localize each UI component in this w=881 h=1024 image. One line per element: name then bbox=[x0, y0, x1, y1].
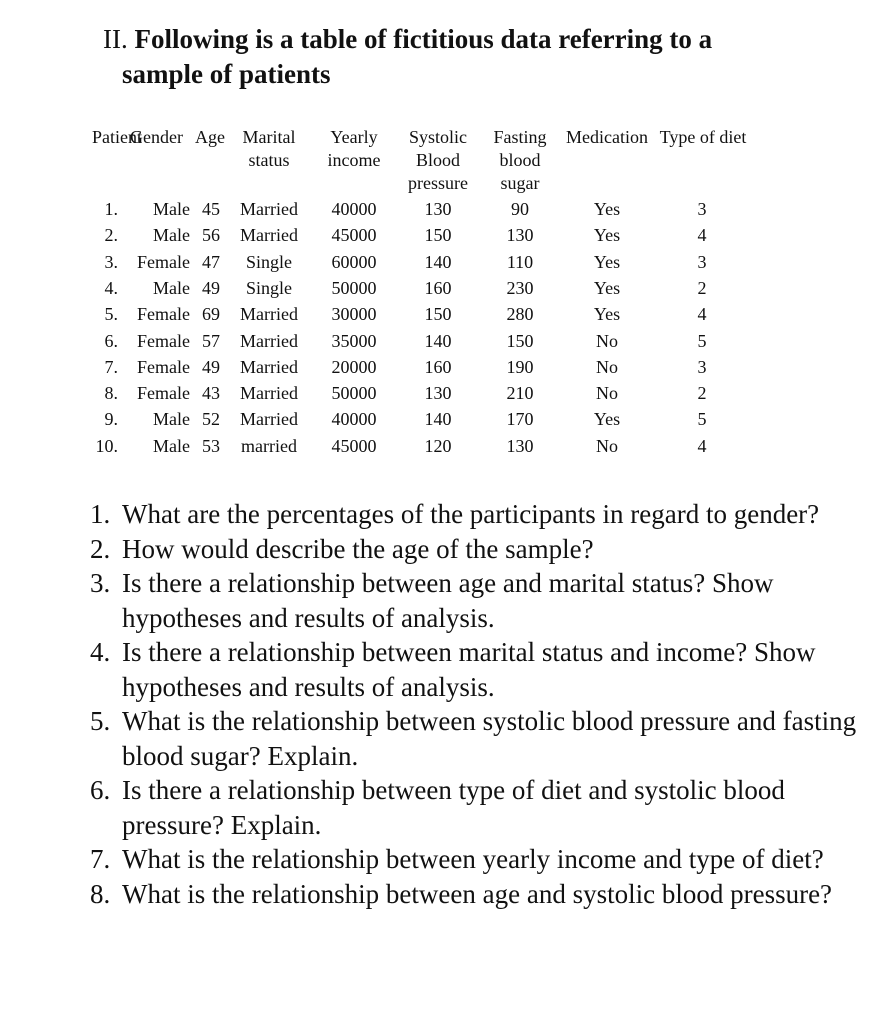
cell-diet-type: 4 bbox=[697, 225, 707, 246]
cell-gender: Male bbox=[153, 435, 190, 456]
cell-age: 49 bbox=[202, 277, 220, 298]
cell-patient: 3. bbox=[104, 251, 118, 272]
cell-gender: Male bbox=[153, 199, 190, 219]
question-number: 2. bbox=[90, 533, 111, 564]
cell-fasting-sugar: 130 bbox=[506, 225, 534, 246]
cell-patient: 1. bbox=[104, 199, 118, 219]
question-item bbox=[90, 842, 870, 877]
cell-fasting-sugar: 210 bbox=[506, 383, 534, 404]
cell-diet-type: 3 bbox=[697, 356, 707, 377]
cell-fasting-sugar: 150 bbox=[506, 330, 534, 351]
question-text: Is there a relationship between age and marital status? Show hypotheses and results of analysis. bbox=[122, 568, 774, 633]
header-income-line-2: income bbox=[327, 150, 381, 170]
cell-gender: Male bbox=[153, 225, 190, 246]
cell-systolic-bp: 140 bbox=[424, 409, 452, 430]
cell-age: 49 bbox=[202, 356, 220, 377]
cell-systolic-bp: 160 bbox=[424, 277, 452, 298]
header-marital-line-2: status bbox=[248, 150, 290, 170]
cell-gender: Female bbox=[137, 383, 190, 404]
cell-diet-type: 4 bbox=[697, 435, 707, 456]
header-systolic-line-1: Systolic bbox=[408, 127, 467, 147]
question-list bbox=[90, 497, 870, 911]
cell-medication: Yes bbox=[593, 199, 621, 219]
cell-fasting-sugar: 190 bbox=[506, 356, 534, 377]
section-heading bbox=[103, 22, 823, 92]
cell-medication: Yes bbox=[593, 409, 621, 430]
cell-age: 47 bbox=[202, 251, 220, 272]
header-fasting-line-3: sugar bbox=[500, 173, 540, 193]
cell-diet-type: 5 bbox=[697, 330, 707, 351]
cell-marital-status: Married bbox=[240, 356, 298, 377]
question-item bbox=[90, 497, 870, 532]
header-income-line-1: Yearly bbox=[330, 127, 378, 147]
cell-medication: No bbox=[596, 435, 618, 456]
question-text: How would describe the age of the sample? bbox=[122, 533, 594, 564]
question-text: Is there a relationship between type of diet and systolic blood pressure? Explain. bbox=[122, 775, 785, 840]
cell-patient: 2. bbox=[104, 225, 118, 246]
cell-gender: Female bbox=[137, 330, 190, 351]
cell-age: 53 bbox=[202, 435, 220, 456]
cell-marital-status: Married bbox=[240, 225, 298, 246]
cell-fasting-sugar: 170 bbox=[506, 409, 534, 430]
question-number: 1. bbox=[90, 499, 111, 529]
cell-age: 57 bbox=[202, 330, 220, 351]
cell-age: 43 bbox=[202, 383, 220, 404]
question-text: What is the relationship between systolic blood pressure and fasting blood sugar? Explain. bbox=[122, 706, 857, 771]
cell-yearly-income: 35000 bbox=[331, 330, 377, 351]
cell-medication: No bbox=[596, 356, 618, 377]
question-number: 4. bbox=[90, 637, 111, 667]
question-item bbox=[90, 566, 870, 635]
cell-fasting-sugar: 90 bbox=[511, 199, 529, 219]
header-patient: Patient bbox=[92, 127, 142, 147]
question-text: What are the percentages of the participants in regard to gender? bbox=[122, 499, 820, 529]
header-fasting-line-2: blood bbox=[499, 150, 541, 170]
question-item bbox=[90, 704, 870, 773]
cell-medication: No bbox=[596, 330, 618, 351]
cell-systolic-bp: 140 bbox=[424, 330, 452, 351]
cell-diet-type: 5 bbox=[697, 409, 707, 430]
cell-yearly-income: 45000 bbox=[331, 435, 377, 456]
cell-medication: No bbox=[596, 383, 618, 404]
cell-yearly-income: 30000 bbox=[331, 304, 377, 325]
cell-systolic-bp: 140 bbox=[424, 251, 452, 272]
question-number: 5. bbox=[90, 706, 111, 736]
cell-systolic-bp: 150 bbox=[424, 304, 452, 325]
cell-age: 69 bbox=[202, 304, 220, 325]
question-text: What is the relationship between yearly income and type of diet? bbox=[122, 844, 824, 874]
cell-diet-type: 4 bbox=[697, 304, 707, 325]
cell-marital-status: married bbox=[241, 435, 297, 456]
cell-yearly-income: 40000 bbox=[331, 199, 377, 219]
cell-patient: 10. bbox=[95, 435, 118, 456]
question-item bbox=[90, 773, 870, 842]
question-number: 6. bbox=[90, 775, 111, 805]
question-text: What is the relationship between age and systolic blood pressure? bbox=[122, 878, 833, 909]
cell-marital-status: Married bbox=[240, 330, 298, 351]
cell-yearly-income: 20000 bbox=[331, 356, 377, 377]
cell-patient: 9. bbox=[104, 409, 118, 430]
header-gender: Gender bbox=[130, 127, 183, 147]
cell-systolic-bp: 130 bbox=[424, 383, 452, 404]
cell-gender: Male bbox=[153, 409, 190, 430]
header-medication: Medication bbox=[566, 127, 648, 147]
cell-patient: 4. bbox=[104, 277, 118, 298]
cell-gender: Female bbox=[137, 251, 190, 272]
cell-systolic-bp: 130 bbox=[424, 199, 452, 219]
question-item bbox=[90, 635, 870, 704]
cell-gender: Male bbox=[153, 277, 190, 298]
header-marital-line-1: Marital bbox=[242, 127, 296, 147]
cell-yearly-income: 45000 bbox=[331, 225, 377, 246]
cell-marital-status: Married bbox=[240, 304, 298, 325]
cell-systolic-bp: 160 bbox=[424, 356, 452, 377]
cell-marital-status: Married bbox=[240, 409, 298, 430]
question-item bbox=[90, 532, 870, 567]
cell-fasting-sugar: 230 bbox=[506, 277, 534, 298]
cell-age: 52 bbox=[202, 409, 220, 430]
cell-marital-status: Single bbox=[245, 251, 292, 272]
section-title-line-2: sample of patients bbox=[122, 59, 331, 89]
question-number: 3. bbox=[90, 568, 111, 598]
header-systolic-line-3: pressure bbox=[408, 173, 468, 193]
question-text: Is there a relationship between marital status and income? Show hypotheses and results of analysis. bbox=[122, 637, 816, 702]
cell-medication: Yes bbox=[593, 277, 621, 298]
cell-yearly-income: 50000 bbox=[331, 383, 377, 404]
question-item bbox=[90, 877, 870, 912]
question-number: 8. bbox=[90, 878, 111, 909]
cell-yearly-income: 60000 bbox=[331, 251, 377, 272]
cell-medication: Yes bbox=[593, 225, 621, 246]
cell-systolic-bp: 150 bbox=[424, 225, 452, 246]
cell-diet-type: 2 bbox=[697, 383, 707, 404]
cell-fasting-sugar: 130 bbox=[506, 435, 534, 456]
cell-medication: Yes bbox=[593, 304, 621, 325]
header-systolic-line-2: Blood bbox=[415, 150, 460, 170]
cell-diet-type: 2 bbox=[697, 277, 707, 298]
cell-yearly-income: 50000 bbox=[331, 277, 377, 298]
header-fasting-line-1: Fasting bbox=[493, 127, 547, 147]
cell-age: 56 bbox=[202, 225, 220, 246]
header-age: Age bbox=[195, 127, 225, 147]
cell-patient: 5. bbox=[104, 304, 118, 325]
section-number: II. bbox=[103, 24, 128, 54]
cell-medication: Yes bbox=[593, 251, 621, 272]
cell-fasting-sugar: 110 bbox=[506, 251, 534, 272]
cell-diet-type: 3 bbox=[697, 199, 707, 219]
cell-diet-type: 3 bbox=[697, 251, 707, 272]
section-title-line-1: Following is a table of fictitious data referring to a bbox=[134, 24, 713, 54]
cell-systolic-bp: 120 bbox=[424, 435, 452, 456]
header-diet: Type of diet bbox=[659, 127, 747, 147]
cell-marital-status: Single bbox=[245, 277, 292, 298]
cell-fasting-sugar: 280 bbox=[506, 304, 534, 325]
cell-patient: 6. bbox=[104, 330, 118, 351]
question-number: 7. bbox=[90, 844, 111, 874]
cell-patient: 8. bbox=[104, 383, 118, 404]
cell-patient: 7. bbox=[104, 356, 118, 377]
cell-marital-status: Married bbox=[240, 383, 298, 404]
cell-marital-status: Married bbox=[240, 199, 298, 219]
cell-gender: Female bbox=[137, 304, 190, 325]
cell-yearly-income: 40000 bbox=[331, 409, 377, 430]
cell-age: 45 bbox=[202, 199, 220, 219]
cell-gender: Female bbox=[137, 356, 190, 377]
